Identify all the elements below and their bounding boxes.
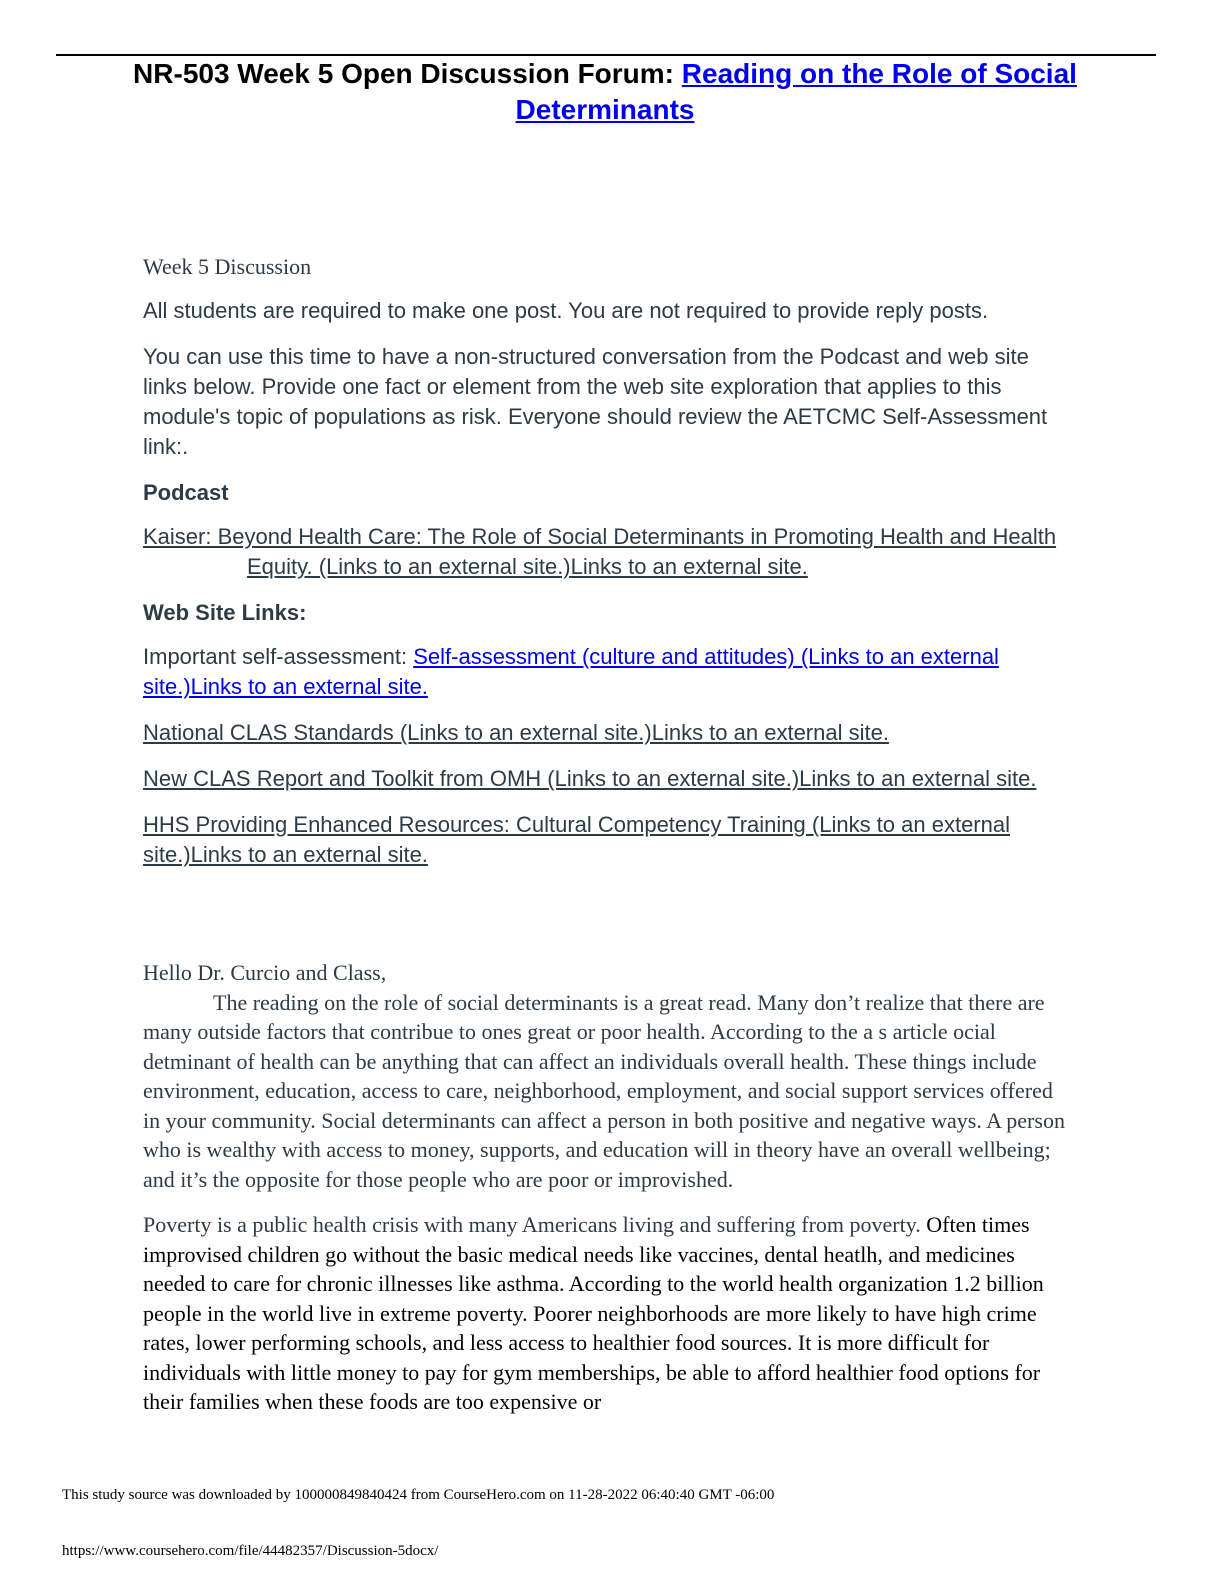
post-paragraph-2-rest: Often times improvised children go without the basic medical needs like vaccines, dental heatlh, and medicines needed to care for chronic illnesses like asthma. According to the world health organization 1.2 billion people in the world live in extreme poverty. Poorer neighborhoods are more likely to have high crime rates, lower performing schools, and less access to healthier food sources. It is more difficult for individuals with little money to pay for gym memberships, be able to afford healthier food options for their families when these foods are too expensive or — [143, 1212, 1044, 1414]
podcast-heading: Podcast — [143, 480, 229, 505]
podcast-link[interactable]: Kaiser: Beyond Health Care: The Role of Social Determinants in Promoting Health and Health Equity. (Links to an external site.)Links to an external site. — [143, 524, 1057, 579]
self-assessment-label: Important self-assessment: — [143, 644, 414, 669]
web-links-heading: Web Site Links: — [143, 600, 307, 625]
self-assessment-line — [143, 642, 1073, 702]
discussion-content — [143, 252, 1073, 886]
post-paragraph-2-start: Poverty is a public health crisis with many Americans living and suffering from poverty. — [143, 1212, 927, 1237]
self-assessment-link[interactable]: Self-assessment (culture and attitudes) (Links to an external site.)Links to an external site. — [143, 644, 999, 699]
discussion-heading: Week 5 Discussion — [143, 254, 312, 279]
clas-standards-link[interactable]: National CLAS Standards (Links to an external site.)Links to an external site. — [143, 720, 889, 745]
post-greeting: Hello Dr. Curcio and Class, — [143, 960, 387, 985]
title-link[interactable]: Reading on the Role of Social Determinants — [515, 58, 1077, 125]
download-notice: This study source was downloaded by 100000849840424 from CourseHero.com on 11-28-2022 06:40:40 GMT -06:00 — [62, 1487, 775, 1503]
title-prefix: NR-503 Week 5 Open Discussion Forum: — [133, 58, 682, 89]
post-paragraph-2 — [143, 1210, 1073, 1417]
discussion-instructions: All students are required to make one post. You are not required to provide reply posts. — [143, 298, 989, 323]
discussion-description: You can use this time to have a non-structured conversation from the Podcast and web site links below. Provide one fact or element from the web site exploration that applies to this module's topic of populations as risk. Everyone should review the AETCMC Self-Assessment link:. — [143, 344, 1048, 459]
student-post — [143, 958, 1073, 1433]
hhs-training-link[interactable]: HHS Providing Enhanced Resources: Cultural Competency Training (Links to an external site.)Links to an external site. — [143, 812, 1010, 867]
post-paragraph-1: The reading on the role of social determinants is a great read. Many don’t realize that there are many outside factors that contribue to ones great or poor health. According to the a s article ocial detminant of health can be anything that can affect an individuals overall health. These things include environment, education, access to care, neighborhood, employment, and social support services offered in your community. Social determinants can affect a person in both positive and negative ways. A person who is wealthy with access to money, supports, and education will in theory have an overall wellbeing; and it’s the opposite for those people who are poor or improvished. — [143, 989, 1065, 1192]
source-url: https://www.coursehero.com/file/44482357/Discussion-5docx/ — [62, 1543, 439, 1559]
page-title — [120, 56, 1090, 128]
clas-report-link[interactable]: New CLAS Report and Toolkit from OMH (Links to an external site.)Links to an external site. — [143, 766, 1037, 791]
